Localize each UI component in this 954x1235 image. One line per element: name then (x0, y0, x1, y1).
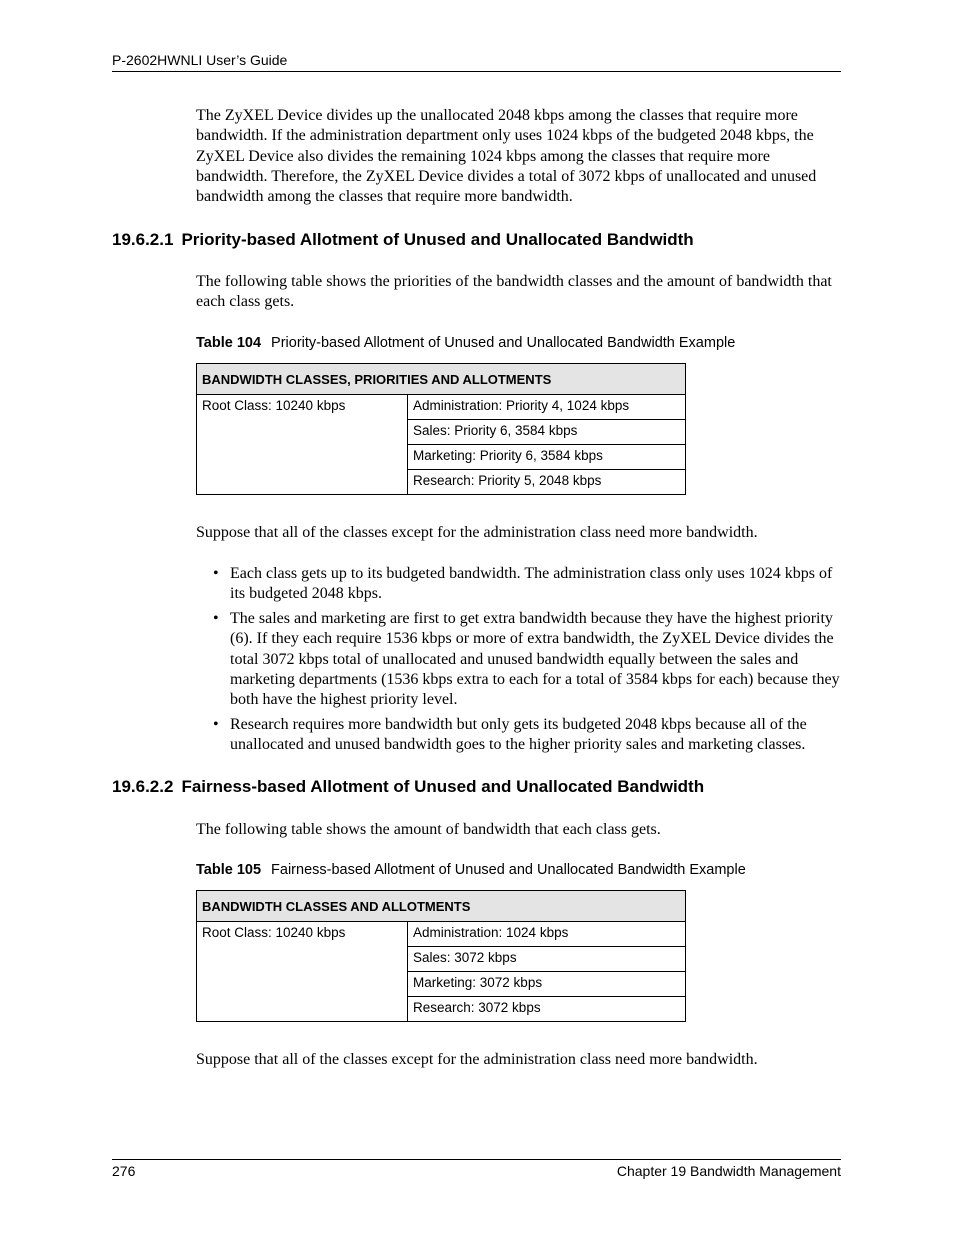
section-title: Priority-based Allotment of Unused and Unallocated Bandwidth (181, 230, 694, 249)
table-cell: Marketing: 3072 kbps (408, 972, 686, 997)
table-cell: Research: 3072 kbps (408, 997, 686, 1022)
section-paragraph: Suppose that all of the classes except for the administration class need more bandwidth. (196, 1051, 758, 1068)
page-number: 276 (112, 1163, 136, 1179)
table-header: BANDWIDTH CLASSES AND ALLOTMENTS (197, 891, 686, 922)
section-title: Fairness-based Allotment of Unused and Unallocated Bandwidth (181, 777, 705, 796)
table-cell: Administration: 1024 kbps (408, 922, 686, 947)
root-class-cell: Root Class: 10240 kbps (197, 395, 408, 495)
list-item (196, 715, 842, 756)
list-item (196, 609, 842, 710)
list-item (196, 564, 842, 605)
table-label: Table 104 (196, 335, 262, 351)
root-class-cell: Root Class: 10240 kbps (197, 922, 408, 1022)
section-paragraph: Suppose that all of the classes except for the administration class need more bandwidth. (196, 524, 758, 541)
list-item-text: The sales and marketing are first to get extra bandwidth because they have the highest priority (6). If they each require 1536 kbps or more of extra bandwidth, the ZyXEL Device divides the total 3072 kbps total of unallocated and unused bandwidth equally between the sales and marketing departments (1536 kbps extra to each for a total of 3584 kbps for each) because they both have the highest priority level. (230, 610, 840, 709)
bullet-glyph: • (213, 610, 219, 628)
section-heading-fairness (112, 777, 842, 797)
section-number: 19.6.2.1 (112, 230, 174, 249)
bullet-glyph: • (213, 565, 219, 582)
section-paragraph: The following table shows the priorities of the bandwidth classes and the amount of bandwidth that each class gets. (196, 273, 832, 311)
table-cell: Administration: Priority 4, 1024 kbps (408, 395, 686, 420)
bullet-glyph: • (213, 716, 219, 734)
chapter-title: Chapter 19 Bandwidth Management (616, 1163, 841, 1179)
table-header: BANDWIDTH CLASSES, PRIORITIES AND ALLOTMENTS (197, 364, 686, 395)
table-caption-text: Priority-based Allotment of Unused and Unallocated Bandwidth Example (271, 335, 736, 351)
list-item-text: Research requires more bandwidth but only gets its budgeted 2048 kbps because all of the unallocated and unused bandwidth goes to the higher priority sales and marketing classes. (230, 716, 807, 754)
table-cell: Sales: 3072 kbps (408, 947, 686, 972)
fairness-allotment-table (196, 890, 686, 1022)
section-number: 19.6.2.2 (112, 777, 174, 796)
running-header (112, 52, 841, 72)
intro-paragraph: The ZyXEL Device divides up the unallocated 2048 kbps among the classes that require more bandwidth. If the administration department only uses 1024 kbps of the budgeted 2048 kbps, the ZyXEL Device also divides the remaining 1024 kbps among the classes that require more bandwidth. Therefore, the ZyXEL Device divides a total of 3072 kbps of unallocated and unused bandwidth among the classes that require more bandwidth. (196, 107, 817, 206)
bullet-list (196, 564, 842, 760)
section-paragraph: The following table shows the amount of bandwidth that each class gets. (196, 821, 661, 838)
table-caption (196, 861, 842, 879)
table-label: Table 105 (196, 862, 262, 878)
section-heading-priority (112, 230, 842, 250)
list-item-text: Each class gets up to its budgeted bandwidth. The administration class only uses 1024 kbps of its budgeted 2048 kbps. (230, 565, 833, 603)
table-caption (196, 334, 842, 352)
running-footer (112, 1159, 841, 1180)
table-cell: Research: Priority 5, 2048 kbps (408, 470, 686, 495)
priority-allotment-table (196, 363, 686, 495)
document-title: P-2602HWNLI User’s Guide (112, 52, 288, 68)
table-cell: Sales: Priority 6, 3584 kbps (408, 420, 686, 445)
table-cell: Marketing: Priority 6, 3584 kbps (408, 445, 686, 470)
table-caption-text: Fairness-based Allotment of Unused and Unallocated Bandwidth Example (271, 862, 746, 878)
